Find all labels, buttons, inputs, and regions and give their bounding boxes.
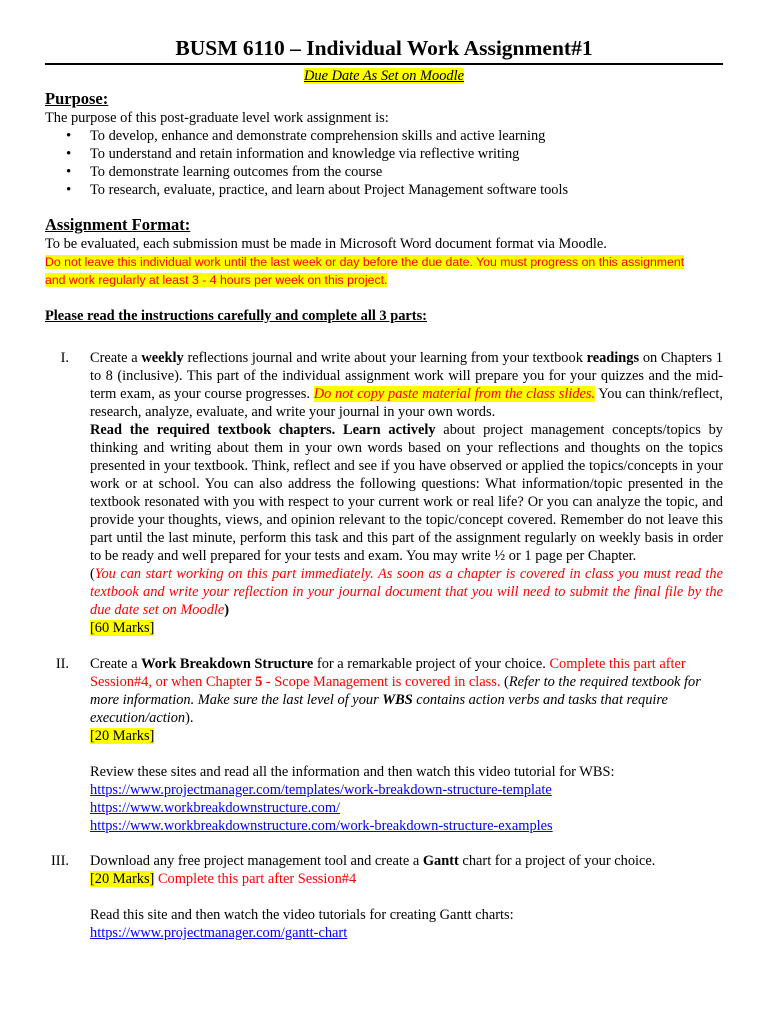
part-2-body (90, 655, 723, 745)
text-italic: Refer to the required textbook for more information. Make sure the last level of your (90, 674, 701, 708)
wbs-home-link[interactable]: https://www.workbreakdownstructure.com/ (90, 800, 341, 816)
text: about project management concepts/topics by thinking and writing about them in your own words based on your reflections and thoughts on the topics presented in your textbook. Think, reflect and see if you have observed or applied the topics/concepts in your work or at school. You can also address the following questions: What information/topic presented in the textbook resonated with you with respect to your current work or real life? Or you can analyze the topic, and provide your thoughts, views, and opinion relevant to the topic/concept covered. Remember do not leave this part until the last minute, perform this task and this part of the assignment regularly on weekly basis in order to be ready and well prepared for your tests and exam. You may write ½ or 1 page per Chapter. (90, 422, 723, 564)
part-3-marks: [20 Marks] (90, 871, 155, 887)
due-date-line (45, 67, 723, 85)
text: on Chapters 1 to 8 (inclusive). This part of the individual assignment work will prepare you for your quizzes and the mid-term exam, as your course progresses. (90, 350, 723, 402)
document-page (45, 34, 723, 942)
purpose-bullet: • To research, evaluate, practice, and learn about Project Management software tools (90, 181, 723, 199)
text: You can think/reflect, research, analyze, evaluate, and write your journal in your own words. (90, 386, 723, 420)
text: Create a (90, 350, 142, 366)
part-1-body (90, 349, 723, 637)
gantt-chart-link[interactable]: https://www.projectmanager.com/gantt-chart (90, 925, 348, 941)
part-1 (45, 349, 723, 637)
part-3 (45, 852, 723, 942)
document-title: BUSM 6110 – Individual Work Assignment#1 (45, 34, 723, 65)
text: reflections journal and write about your learning from your textbook (183, 350, 587, 366)
paren: ) (224, 602, 230, 618)
part-3-timing: Complete this part after Session#4 (154, 871, 357, 887)
warning-line-2: and work regularly at least 3 - 4 hours per week on this project. (45, 273, 388, 287)
format-heading: Assignment Format: (45, 215, 191, 234)
part-2-timing: Complete this part after Session#4, or when Chapter (90, 656, 686, 690)
format-warning (45, 253, 723, 289)
text: Create a (90, 656, 142, 672)
text: chart for a project of your choice. (458, 853, 656, 869)
purpose-bullet: • To demonstrate learning outcomes from the course (90, 163, 723, 181)
part-number: II. (55, 656, 69, 672)
text: for a remarkable project of your choice. (313, 656, 550, 672)
part-2-review: Review these sites and read all the information and then watch this video tutorial for WBS: (90, 764, 615, 780)
text-bold: Work Breakdown Structure (141, 656, 314, 672)
warning-line-1: Do not leave this individual work until the last week or day before the due date. You must progress on this assignment (45, 255, 685, 269)
part-number: I. (60, 350, 69, 366)
format-line: To be evaluated, each submission must be made in Microsoft Word document format via Moodle. (45, 236, 607, 252)
text-bold: Gantt (422, 853, 459, 869)
part-number: III. (51, 853, 69, 869)
part-3-read: Read this site and then watch the video tutorials for creating Gantt charts: (90, 907, 514, 923)
text-italic: contains action verbs and tasks that require execution/action (90, 692, 668, 726)
part-2-timing: - Scope Management is covered in class. (262, 674, 501, 690)
chapter-number: 5 (255, 674, 263, 690)
wbs-template-link[interactable]: https://www.projectmanager.com/templates/work-breakdown-structure-template (90, 782, 552, 798)
text: ). (185, 710, 194, 726)
text: Download any free project management tool and create a (90, 853, 423, 869)
text: ( (500, 674, 509, 690)
part-1-note: You can start working on this part immediately. As soon as a chapter is covered in class you must read the textbook and write your reflection in your journal document that you will need to submit the final file by the due date set on Moodle (90, 566, 723, 618)
purpose-bullet: • To understand and retain information and knowledge via reflective writing (90, 145, 723, 163)
paren: ( (90, 566, 95, 582)
part-3-body (90, 852, 723, 888)
text-bold: weekly (141, 350, 184, 366)
text-bold: Read the required textbook chapters. Learn actively (90, 422, 436, 438)
purpose-intro: The purpose of this post-graduate level work assignment is: (45, 110, 389, 126)
purpose-heading: Purpose: (45, 89, 109, 108)
text-bold-italic: WBS (382, 692, 413, 708)
purpose-list (45, 127, 723, 199)
due-date: Due Date As Set on Moodle (304, 68, 464, 84)
part-2 (45, 655, 723, 835)
instructions-heading: Please read the instructions carefully and complete all 3 parts: (45, 308, 427, 324)
no-copy-warning: Do not copy paste material from the class slides. (313, 386, 596, 402)
wbs-examples-link[interactable]: https://www.workbreakdownstructure.com/work-breakdown-structure-examples (90, 818, 553, 834)
part-2-marks: [20 Marks] (90, 728, 155, 744)
text-bold: readings (586, 350, 640, 366)
part-1-marks: [60 Marks] (90, 620, 155, 636)
purpose-bullet: • To develop, enhance and demonstrate comprehension skills and active learning (90, 127, 723, 145)
